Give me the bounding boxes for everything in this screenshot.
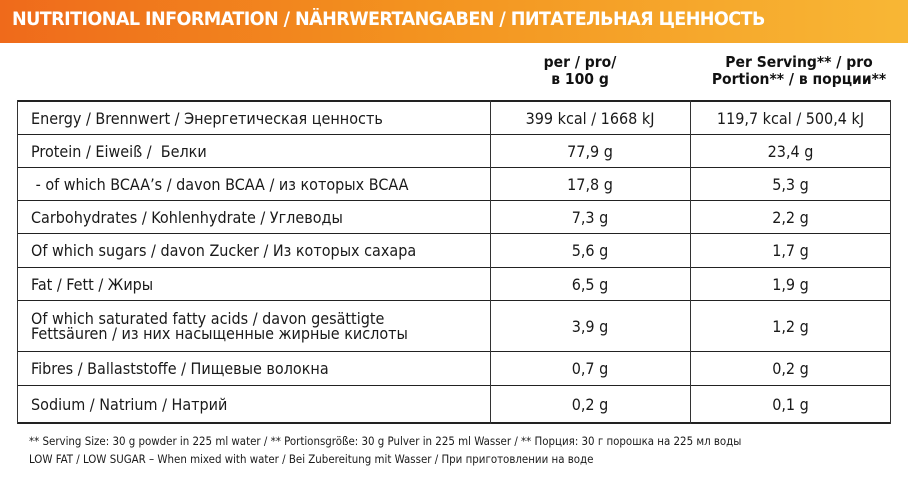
serving-size-footnote: ** Serving Size: 30 g powder in 225 ml water / ** Portionsgröße: 30 g Pulver in 225 ml Wasser / ** Порция: 30 г порошка на 225 мл воды (29, 434, 742, 448)
value-per-100g: 77,9 g (567, 141, 613, 161)
column-header-line: Portion** / в порции** (711, 70, 887, 88)
value-per-100g: 17,8 g (567, 174, 613, 194)
nutrient-label: - of which BCAA’s / davon BCAA / из которых BCAA (31, 174, 409, 194)
table-row (17, 168, 891, 200)
value-per-serving: 23,4 g (767, 141, 814, 161)
value-per-serving: 119,7 kcal / 500,4 kJ (716, 108, 865, 128)
nutrient-label: Sodium / Natrium / Натрий (31, 394, 228, 414)
nutrient-label: Energy / Brennwert / Энергетическая ценность (31, 108, 383, 128)
column-header-line: per / pro/ (543, 53, 617, 71)
nutrient-label-line: Of which saturated fatty acids / davon gesättigte (31, 309, 385, 328)
value-per-100g: 6,5 g (571, 274, 609, 294)
table-row (17, 352, 891, 385)
column-header-per-100g (490, 54, 670, 88)
column-header-per-serving (690, 54, 908, 88)
nutrient-label: Fibres / Ballaststoffe / Пищевые волокна (31, 359, 329, 378)
nutrient-label (31, 301, 491, 351)
value-per-serving: 1,2 g (772, 316, 809, 336)
value-per-100g: 0,2 g (571, 394, 609, 414)
column-header-line: в 100 g (551, 70, 609, 88)
value-per-serving: 1,9 g (772, 274, 809, 294)
value-per-100g: 0,7 g (571, 359, 609, 378)
title-banner (0, 0, 908, 43)
nutrient-label: Fat / Fett / Жиры (31, 274, 154, 294)
value-per-serving: 0,2 g (772, 359, 809, 378)
table-row (17, 135, 891, 167)
table-row (17, 234, 891, 267)
low-fat-footnote: LOW FAT / LOW SUGAR – When mixed with water / Bei Zubereitung mit Wasser / При приготовлении на воде (29, 452, 594, 466)
column-header-line: Per Serving** / pro (725, 53, 873, 71)
value-per-serving: 5,3 g (772, 174, 809, 194)
nutrient-label: Carbohydrates / Kohlenhydrate / Углеводы (31, 207, 343, 227)
table-bottom-rule (17, 422, 891, 424)
value-per-100g: 7,3 g (571, 207, 609, 227)
value-per-100g: 5,6 g (571, 241, 609, 260)
table-row (17, 102, 891, 134)
value-per-100g: 399 kcal / 1668 kJ (525, 108, 655, 128)
nutrient-label-line: Fettsäuren / из них насыщенные жирные кислоты (31, 324, 408, 343)
value-per-serving: 1,7 g (772, 241, 809, 260)
table-row (17, 201, 891, 233)
nutrient-label: Of which sugars / davon Zucker / Из которых сахара (31, 241, 417, 260)
nutrient-label: Protein / Eiweiß / Белки (31, 141, 207, 161)
table-row (17, 268, 891, 300)
table-row (17, 386, 891, 422)
page-title: NUTRITIONAL INFORMATION / NÄHRWERTANGABEN / ПИТАТЕЛЬНАЯ ЦЕННОСТЬ (12, 9, 765, 30)
value-per-serving: 2,2 g (772, 207, 809, 227)
value-per-serving: 0,1 g (772, 394, 809, 414)
table-row (17, 301, 891, 351)
value-per-100g: 3,9 g (571, 316, 609, 336)
